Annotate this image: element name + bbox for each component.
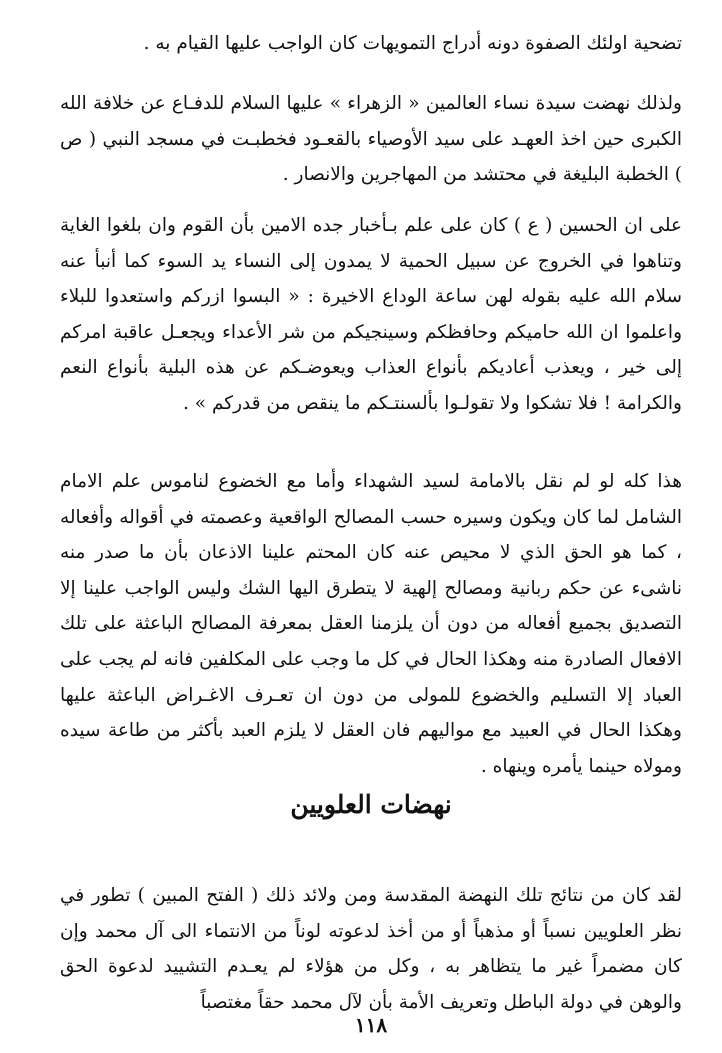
paragraph-3: على ان الحسين ( ع ) كان على علم بـأخبار جده الامين بأن القوم وان بلغوا الغاية وتناهوا في الخروج عن سبيل الحمية لا يمدون إلى النساء يد السوء كما أنبأ عنه سلام الله عليه بقوله لهن ساعة الوداع الاخيرة : « البسوا ازركم واستعدوا للبلاء واعلموا ان الله حاميكم وحافظكم وسينجيكم من شر الأعداء ويجعـل عاقبة امركم إلى خير ، ويعذب أعاديكم بأنواع العذاب ويعوضـكم عن هذه البلية بأنواع النعم والكرامة ! فلا تشكوا ولا تقولـوا بألسنتـكم ما ينقص من قدركم » . xyxy=(60,215,682,414)
document-page xyxy=(60,20,682,1037)
section-paragraph: لقد كان من نتائج تلك النهضة المقدسة ومن ولائد ذلك ( الفتح المبين ) تطور في نظر العلويين نسباً أو مذهباً أو من أخذ لدعوته لوناً من الانتماء الى آل محمد وإن كان مضمراً غير ما يتظاهر به ، وكل من هؤلاء لم يعـدم التشييد لدعوة الحق والوهن في دولة الباطل وتعريف الأمة بأن لآل محمد حقاً مغتصباً xyxy=(60,885,682,1013)
paragraph-1: تضحية اولئك الصفوة دونه أدراج التمويهات كان الواجب عليها القيام به . xyxy=(143,33,682,54)
section-title: نهضات العلويين xyxy=(290,790,452,819)
paragraph-2: ولذلك نهضت سيدة نساء العالمين « الزهراء » عليها السلام للدفـاع عن خلافة الله الكبرى حين اخذ العهـد على سيد الأوصياء بالقعـود فخطبـت في مسجد النبي ( ص ) الخطبة البليغة في محتشد من المهاجرين والانصار . xyxy=(60,93,682,186)
page-number: ١١٨ xyxy=(354,1013,388,1037)
paragraph-4: هذا كله لو لم نقل بالامامة لسيد الشهداء وأما مع الخضوع لناموس علم الامام الشامل لما كان ويكون وسيره حسب المصالح الواقعية وعصمته في أقواله وأفعاله ، كما هو الحق الذي لا محيص عنه كان المحتم علينا الاذعان بأن ما صدر منه ناشىء عن حكم ربانية ومصالح إلهية لا يتطرق اليها الشك وليس الواجب علينا إلا التصديق بجميع أفعاله من دون أن يلزمنا العقل بمعرفة المصالح الباعثة على تلك الافعال الصادرة منه وهكذا الحال في كل ما وجب على المكلفين فانه لم يجب على العباد إلا التسليم والخضوع للمولى من دون ان تعـرف الاغـراض الباعثة عليها وهكذا الحال في العبيد مع مواليهم فان العقل لا يلزم العبد بأكثر من طاعة سيده ومولاه حينما يأمره وينهاه . xyxy=(60,471,682,777)
